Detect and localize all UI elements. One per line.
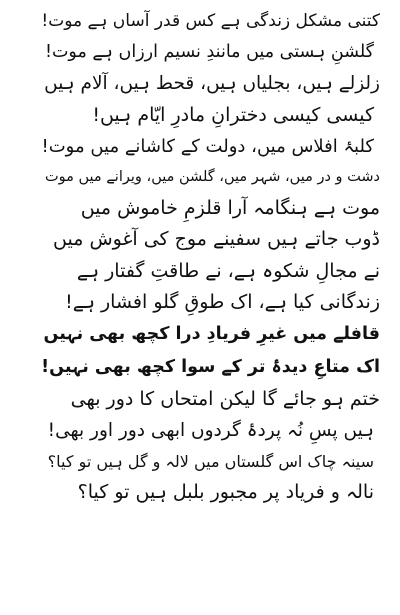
poem-line-bold: اک متاعِ دیدۂ تر کے سوا کچھ بھی نہیں! [41,356,380,377]
poem-line: سینہ چاک اس گلستاں میں لالہ و گل ہیں تو کیا؟ [47,452,374,472]
poem-line: کلبۂ افلاس میں، دولت کے کاشانے میں موت! [41,135,374,157]
poem-line: کیسی کیسی دخترانِ مادرِ ایّام ہیں! [92,103,374,126]
poem-line: ڈوب جاتے ہیں سفینے موج کی آغوش میں [53,228,380,251]
poem-line: ختم ہو جائے گا لیکن امتحاں کا دور بھی [70,387,380,410]
poem-line: زندگانی کیا ہے، اک طوقِ گلو افشار ہے! [65,290,380,313]
poem-text [40,6,380,509]
poem-line-bold: قافلے میں غیرِ فریادِ درا کچھ بھی نہیں [43,323,380,344]
poem-line: نے مجالِ شکوہ ہے، نے طاقتِ گفتار ہے [76,259,380,282]
poem-line: نالہ و فریاد پر مجبور بلبل ہیں تو کیا؟ [77,481,374,504]
poem-line: ہیں پسِ نُہ پردۂ گردوں ابھی دور اور بھی! [47,420,374,442]
poem-line: گلشنِ ہستی میں مانندِ نسیم ارزاں ہے موت! [44,42,374,63]
poem-line: زلزلے ہیں، بجلیاں ہیں، قحط ہیں، آلام ہیں [44,73,380,95]
poem-line: کتنی مشکل زندگی ہے کس قدر آساں ہے موت! [41,11,380,31]
poem-line: دشت و در میں، شہر میں، گلشن میں، ویرانے میں موت [45,168,380,185]
poem-line: موت ہے ہنگامہ آرا قلزمِ خاموش میں [80,197,380,220]
